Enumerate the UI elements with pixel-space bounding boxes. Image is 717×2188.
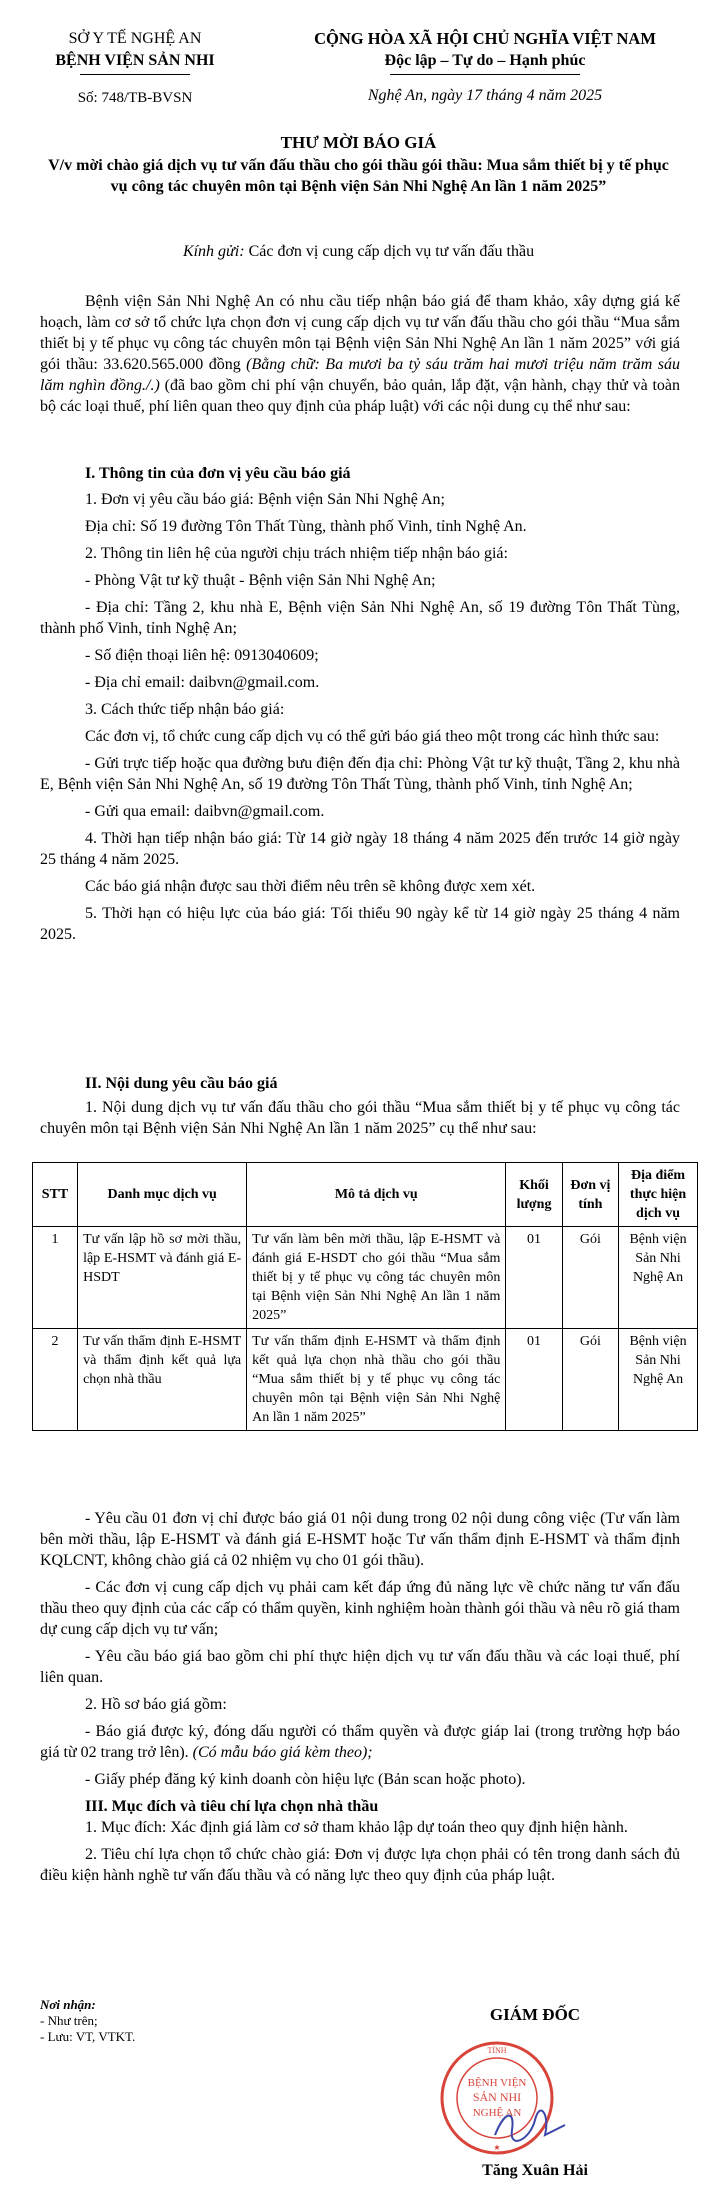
section-1	[40, 463, 680, 951]
col-header: Mô tả dịch vụ	[247, 1163, 506, 1227]
divider	[390, 74, 580, 75]
doc-item-b: - Giấy phép đăng ký kinh doanh còn hiệu lực (Bản scan hoặc photo).	[85, 1771, 526, 1788]
paragraph-line: 2. Tiêu chí lựa chọn tổ chức chào giá: Đơn vị được lựa chọn phải có tên trong danh sách đủ điều kiện hành nghề tư vấn đấu thầu và có năng lực theo quy định của pháp luật.	[40, 1846, 680, 1884]
recipient-item: - Như trên;	[40, 2013, 98, 2028]
table-cell: Gói	[562, 1329, 618, 1431]
intro-text-2: (đã bao gồm chi phí vận chuyển, bảo quản, lắp đặt, vận hành, chạy thử và toàn bộ các loại thuế, phí liên quan theo quy định của pháp luật) với các nội dung cụ thể như sau:	[40, 377, 681, 415]
signer-title: GIÁM ĐỐC	[489, 2005, 581, 2024]
paragraph-line: - Số điện thoại liên hệ: 0913040609;	[85, 647, 319, 664]
col-header: Địa điểm thực hiện dịch vụ	[619, 1163, 698, 1227]
paragraph-line: - Các đơn vị cung cấp dịch vụ phải cam kết đáp ứng đủ năng lực về chức năng tư vấn đấu thầu theo quy định của các cấp có thẩm quyền, kinh nghiệm hoàn thành gói thầu và nêu rõ giá tham dự cung cấp dịch vụ tư vấn;	[40, 1579, 680, 1638]
doc-item-a	[40, 1721, 680, 1763]
section-3-lines	[40, 1817, 680, 1886]
paragraph-line: 4. Thời hạn tiếp nhận báo giá: Từ 14 giờ ngày 18 tháng 4 năm 2025 đến trước 14 giờ ngày 25 tháng 4 năm 2025.	[40, 830, 680, 868]
section-2-intro	[40, 1073, 680, 1139]
service-table	[32, 1162, 698, 1431]
table-cell: Tư vấn thẩm định E-HSMT và thẩm định kết quả lựa chọn nhà thầu cho gói thầu “Mua sắm thiết bị y tế phục vụ công tác chuyên môn tại Bệnh viện Sản Nhi Nghệ An lần 1 năm 2025”	[247, 1329, 506, 1431]
paragraph-line: 2. Hồ sơ báo giá gồm:	[85, 1696, 227, 1713]
table-row	[33, 1329, 698, 1431]
paragraph-line: - Yêu cầu báo giá bao gồm chi phí thực hiện dịch vụ tư vấn đấu thầu và các loại thuế, phí liên quan.	[40, 1648, 680, 1686]
paragraph-line: 3. Cách thức tiếp nhận báo giá:	[85, 701, 285, 718]
table-cell: 1	[33, 1227, 78, 1329]
svg-text:★: ★	[493, 2143, 501, 2152]
issuer-block	[30, 28, 240, 109]
paragraph-line: Các báo giá nhận được sau thời điểm nêu trên sẽ không được xem xét.	[85, 878, 536, 895]
table-header-row	[33, 1163, 698, 1227]
doc-subject: V/v mời chào giá dịch vụ tư vấn đấu thầu cho gói thầu gói thầu: Mua sắm thiết bị y tế phục vụ công tác chuyên môn tại Bệnh viện Sản Nhi Nghệ An lần 1 năm 2025”	[48, 157, 669, 195]
paragraph-line: - Phòng Vật tư kỹ thuật - Bệnh viện Sản Nhi Nghệ An;	[85, 572, 436, 589]
table-cell: 01	[506, 1227, 562, 1329]
paragraph-line: 1. Đơn vị yêu cầu báo giá: Bệnh viện Sản Nhi Nghệ An;	[85, 491, 445, 508]
table-row	[33, 1227, 698, 1329]
paragraph-line: - Địa chỉ email: daibvn@gmail.com.	[85, 674, 320, 691]
nation-title: CỘNG HÒA XÃ HỘI CHỦ NGHĨA VIỆT NAM	[314, 29, 656, 48]
recipient-item: - Lưu: VT, VTKT.	[40, 2029, 136, 2044]
divider	[80, 74, 190, 75]
section-heading: II. Nội dung yêu cầu báo giá	[85, 1075, 278, 1092]
svg-text:TỈNH: TỈNH	[487, 2046, 507, 2055]
col-header: Đơn vị tính	[562, 1163, 618, 1227]
col-header: Khối lượng	[506, 1163, 562, 1227]
handwritten-signature-icon	[490, 2100, 570, 2150]
notes-list	[40, 1508, 680, 1715]
col-header: STT	[33, 1163, 78, 1227]
signer-name: Tăng Xuân Hải	[482, 2162, 588, 2179]
table-cell: Tư vấn thẩm định E-HSMT và thẩm định kết quả lựa chọn nhà thầu	[78, 1329, 247, 1431]
paragraph-line: - Gửi qua email: daibvn@gmail.com.	[85, 803, 325, 820]
section-2-notes	[40, 1508, 680, 1892]
doc-title: THƯ MỜI BÁO GIÁ	[280, 133, 437, 152]
paragraph-line: - Gửi trực tiếp hoặc qua đường bưu điện đến địa chỉ: Phòng Vật tư kỹ thuật, Tầng 2, khu nhà E, Bệnh viện Sản Nhi Nghệ An, số 19 đường Tôn Thất Tùng, thành phố Vinh, tỉnh Nghệ An;	[40, 755, 680, 793]
doc-item-a-text: - Báo giá được ký, đóng dấu người có thẩm quyền và được giáp lai (trong trường hợp báo giá từ 02 trang trở lên).	[40, 1723, 680, 1761]
paragraph-line: 5. Thời hạn có hiệu lực của báo giá: Tối thiểu 90 ngày kể từ 14 giờ ngày 25 tháng 4 năm 2025.	[40, 905, 680, 943]
paragraph-line: - Yêu cầu 01 đơn vị chỉ được báo giá 01 nội dung trong 02 nội dung công việc (Tư vấn làm bên mời thầu, lập E-HSMT và đánh giá E-HSMT hoặc Tư vấn thẩm định E-HSMT và thẩm định KQLCNT, không chào giá cả 02 nhiệm vụ cho 01 gói thầu).	[40, 1510, 680, 1569]
intro-paragraph	[40, 291, 680, 417]
paragraph-line: - Địa chỉ: Tầng 2, khu nhà E, Bệnh viện Sản Nhi Nghệ An, số 19 đường Tôn Thất Tùng, thành phố Vinh, tỉnh Nghệ An;	[40, 599, 680, 637]
recipients-block	[40, 1997, 135, 2045]
svg-text:NGHỆ AN: NGHỆ AN	[472, 2107, 522, 2119]
place-date: Nghệ An, ngày 17 tháng 4 năm 2025	[367, 87, 603, 104]
table-cell: Tư vấn lập hồ sơ mời thầu, lập E-HSMT và đánh giá E-HSDT	[78, 1227, 247, 1329]
recipient-line	[0, 243, 717, 261]
paragraph-line: 1. Mục đích: Xác định giá làm cơ sở tham khảo lập dự toán theo quy định hiện hành.	[85, 1819, 628, 1836]
col-header: Danh mục dịch vụ	[78, 1163, 247, 1227]
section-heading: I. Thông tin của đơn vị yêu cầu báo giá	[85, 465, 351, 482]
paragraph-line: Các đơn vị, tổ chức cung cấp dịch vụ có thể gửi báo giá theo một trong các hình thức sau:	[85, 728, 660, 745]
svg-text:BỆNH VIỆN: BỆNH VIỆN	[467, 2077, 527, 2089]
svg-text:SẢN NHI: SẢN NHI	[472, 2090, 522, 2104]
section-2-text: 1. Nội dung dịch vụ tư vấn đấu thầu cho gói thầu “Mua sắm thiết bị y tế phục vụ công tác chuyên môn tại Bệnh viện Sản Nhi Nghệ An lần 1 năm 2025” cụ thể như sau:	[40, 1099, 680, 1137]
table-cell: 01	[506, 1329, 562, 1431]
recipient-text: Các đơn vị cung cấp dịch vụ tư vấn đấu thầu	[248, 243, 535, 260]
motto: Độc lập – Tự do – Hạnh phúc	[384, 52, 586, 69]
doc-number: Số: 748/TB-BVSN	[77, 90, 193, 106]
section-heading: III. Mục đích và tiêu chí lựa chọn nhà thầu	[85, 1798, 379, 1815]
table-cell: Gói	[562, 1227, 618, 1329]
intro-text: Bệnh viện Sản Nhi Nghệ An có nhu cầu tiếp nhận báo giá để tham khảo, xây dựng giá kế hoạch, làm cơ sở tổ chức lựa chọn đơn vị cung cấp dịch vụ tư vấn đấu thầu cho gói thầu “Mua sắm thiết bị y tế phục vụ công tác chuyên môn tại Bệnh viện Sản Nhi Nghệ An lần 1 năm 2025” với giá gói thầu: 33.620.565.000 đồng	[40, 293, 680, 373]
table-cell: Tư vấn làm bên mời thầu, lập E-HSMT và đánh giá E-HSDT cho gói thầu “Mua sắm thiết bị y tế phục vụ công tác chuyên môn tại Bệnh viện Sản Nhi Nghệ An lần 1 năm 2025”	[247, 1227, 506, 1329]
recipients-label: Nơi nhận:	[40, 1997, 96, 2012]
intro-amount-words: (Bằng chữ: Ba mươi ba tỷ sáu trăm hai mươi triệu năm trăm sáu lăm nghìn đồng./.)	[40, 356, 681, 394]
nation-block	[270, 28, 700, 107]
paragraph-line: Địa chỉ: Số 19 đường Tôn Thất Tùng, thành phố Vinh, tỉnh Nghệ An.	[85, 518, 527, 535]
table-cell: 2	[33, 1329, 78, 1431]
doc-item-a-note: (Có mẫu báo giá kèm theo);	[192, 1744, 373, 1761]
recipient-label: Kính gửi:	[182, 243, 245, 260]
section-1-lines	[40, 489, 680, 945]
org-name: BỆNH VIỆN SẢN NHI	[55, 52, 215, 69]
paragraph-line: 2. Thông tin liên hệ của người chịu trách nhiệm tiếp nhận báo giá:	[85, 545, 508, 562]
table-cell: Bệnh viện Sản Nhi Nghệ An	[619, 1329, 698, 1431]
parent-org: SỞ Y TẾ NGHỆ AN	[68, 30, 202, 47]
table-cell: Bệnh viện Sản Nhi Nghệ An	[619, 1227, 698, 1329]
